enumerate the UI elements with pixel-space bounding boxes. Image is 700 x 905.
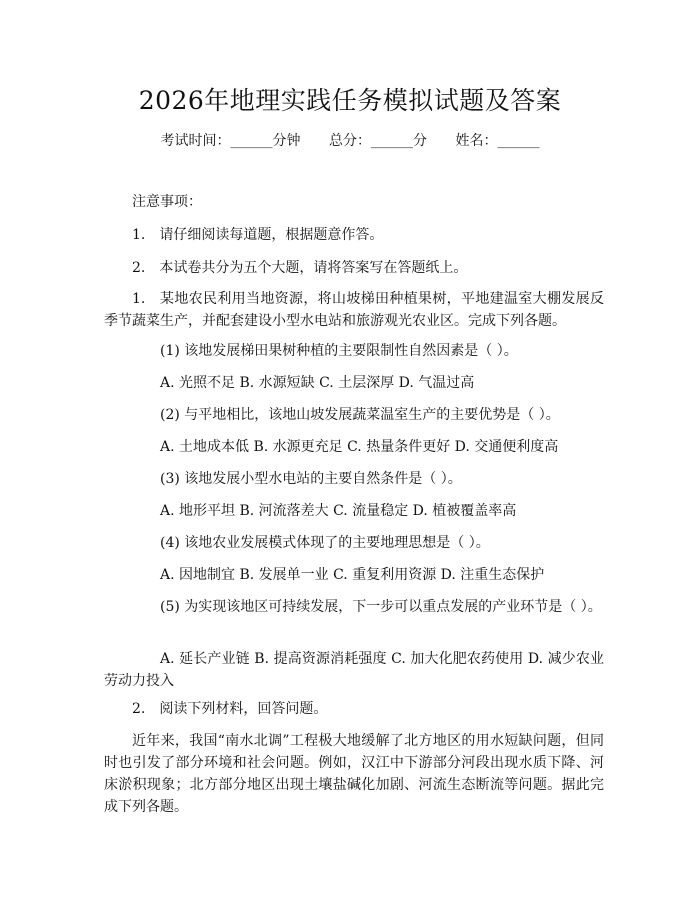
q1-sub4-question: (4) 该地农业发展模式体现了的主要地理思想是（ ）。 xyxy=(160,535,490,551)
notice-item-2: 2. 本试卷共分为五个大题，请将答案写在答题纸上。 xyxy=(132,260,468,276)
q1-sub4-options: A. 因地制宜 B. 发展单一业 C. 重复利用资源 D. 注重生态保护 xyxy=(160,567,545,583)
question-2-stem: 2. 阅读下列材料，回答问题。 xyxy=(132,701,328,717)
question-1-stem: 1. 某地农民利用当地资源，将山坡梯田种植果树，平地建温室大棚发展反季节蔬菜生产，并配套建设小型水电站和旅游观光农业区。完成下列各题。 xyxy=(104,291,604,329)
notice-header: 注意事项： xyxy=(132,194,202,210)
exam-meta xyxy=(0,130,700,152)
q1-sub5-options: A. 延长产业链 B. 提高资源消耗强度 C. 加大化肥农药使用 D. 减少农业劳动力投入 xyxy=(104,651,604,689)
total-score-field: 总分：______分 xyxy=(329,133,427,149)
q1-sub2-question: (2) 与平地相比，该地山坡发展蔬菜温室生产的主要优势是（ ）。 xyxy=(160,407,560,423)
q1-sub3-question: (3) 该地发展小型水电站的主要自然条件是（ ）。 xyxy=(160,471,462,487)
question-2-material: 近年来，我国“南水北调”工程极大地缓解了北方地区的用水短缺问题，但同时也引发了部分环境和社会问题。例如，汉江中下游部分河段出现水质下降、河床淤积现象；北方部分地区出现土壤盐碱化加剧、河流生态断流等问题。据此完成下列各题。 xyxy=(104,733,604,815)
q1-sub2-options: A. 土地成本低 B. 水源更充足 C. 热量条件更好 D. 交通便利度高 xyxy=(160,439,559,455)
page-title: 2026年地理实践任务模拟试题及答案 xyxy=(138,86,562,115)
q1-sub1-question: (1) 该地发展梯田果树种植的主要限制性自然因素是（ ）。 xyxy=(160,343,518,359)
q1-sub1-options: A. 光照不足 B. 水源短缺 C. 土层深厚 D. 气温过高 xyxy=(160,375,475,391)
notice-item-1: 1. 请仔细阅读每道题，根据题意作答。 xyxy=(132,227,384,243)
q1-sub5-question: (5) 为实现该地区可持续发展，下一步可以重点发展的产业环节是（ ）。 xyxy=(160,599,602,615)
q1-sub3-options: A. 地形平坦 B. 河流落差大 C. 流量稳定 D. 植被覆盖率高 xyxy=(160,503,517,519)
student-name-field: 姓名：______ xyxy=(455,133,540,149)
exam-time-field: 考试时间：______分钟 xyxy=(160,133,301,149)
